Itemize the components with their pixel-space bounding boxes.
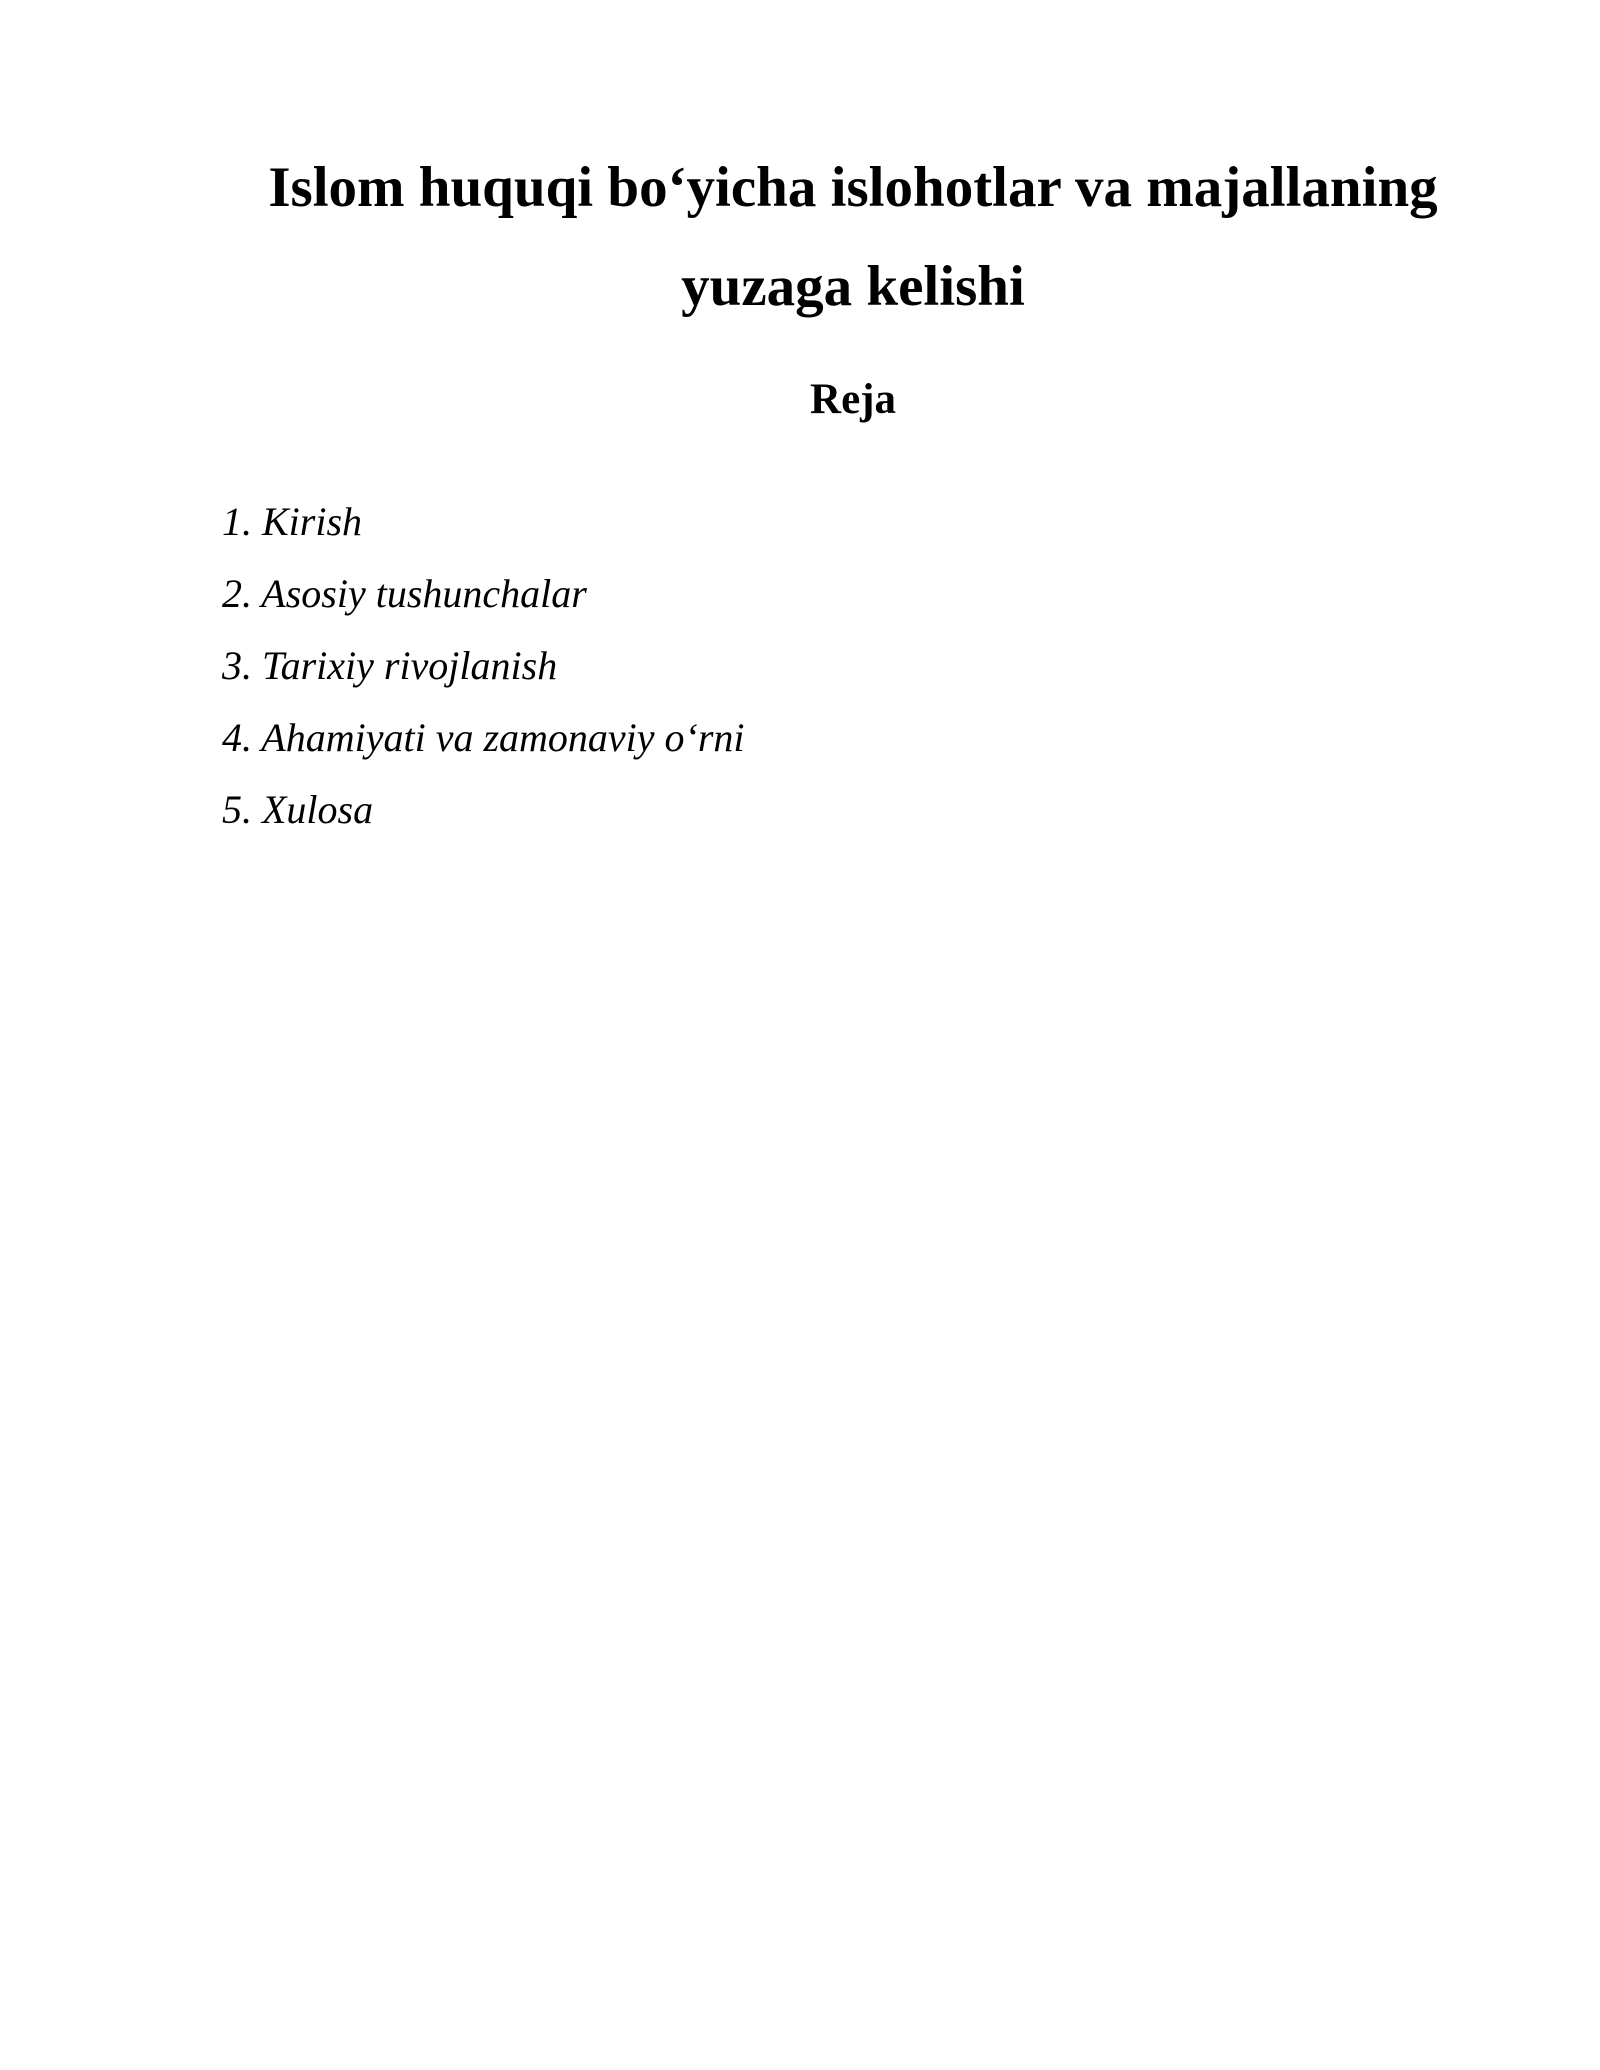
title-line-2: yuzaga kelishi xyxy=(681,255,1025,318)
plan-heading: Reja xyxy=(810,376,896,423)
plan-item-basic-concepts: 2. Asosiy tushunchalar xyxy=(222,571,587,616)
plan-item-historical-development: 3. Tarixiy rivojlanish xyxy=(222,643,558,688)
plan-list xyxy=(222,486,745,846)
plan-item-significance: 4. Ahamiyati va zamonaviy o‘rni xyxy=(222,715,745,760)
title-line-1: Islom huquqi bo‘yicha islohotlar va majallaning xyxy=(268,156,1438,219)
plan-item-conclusion: 5. Xulosa xyxy=(222,787,374,832)
plan-item-introduction: 1. Kirish xyxy=(222,499,363,544)
document-title xyxy=(218,138,1488,336)
